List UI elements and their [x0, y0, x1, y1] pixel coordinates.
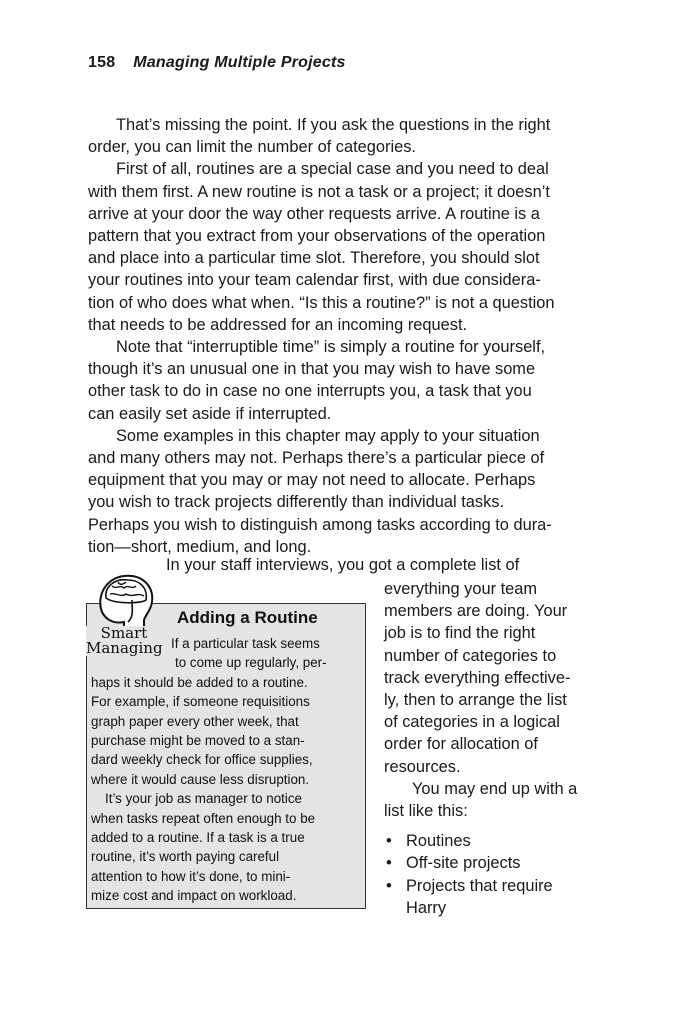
list-item-text: Off-site projects [406, 854, 521, 873]
text-line: of categories in a logical [384, 713, 560, 732]
text-line: when tasks repeat often enough to be [91, 810, 316, 826]
text-line: that needs to be addressed for an incoming request. [88, 315, 468, 334]
text-line: order for allocation of [384, 735, 538, 754]
text-line: number of categories to [384, 646, 557, 665]
list-item-text: Routines [406, 832, 471, 851]
text-line: In your staff interviews, you got a complete list of [166, 556, 520, 574]
text-line: routine, it’s worth paying careful [91, 849, 280, 865]
text-line: your routines into your team calendar first, with due considera- [88, 271, 541, 290]
sidebar-title: Adding a Routine [177, 608, 318, 627]
text-line: job is to find the right [384, 624, 536, 643]
text-line: tion of who does what when. “Is this a routine?” is not a question [88, 293, 555, 312]
paragraph [88, 114, 598, 158]
smart-managing-logo [86, 626, 162, 656]
text-line: purchase might be moved to a stan- [91, 733, 305, 749]
text-line: First of all, routines are a special case and you need to deal [116, 160, 549, 179]
text-line: and many others may not. Perhaps there’s a particular piece of [88, 449, 545, 468]
text-line: tion—short, medium, and long. [88, 537, 312, 556]
text-line: to come up regularly, per- [175, 655, 327, 671]
text-line: ly, then to arrange the list [384, 691, 567, 710]
text-line: Some examples in this chapter may apply to your situation [116, 426, 540, 445]
list-item [384, 875, 586, 919]
list-item [384, 852, 599, 874]
text-line: track everything effective- [384, 668, 571, 687]
text-line: everything your team [384, 580, 538, 598]
text-line: If a particular task seems [171, 636, 320, 651]
text-line: with them first. A new routine is not a task or a project; it doesn’t [88, 182, 550, 201]
paragraph [88, 158, 598, 336]
logo-word: Managing [86, 639, 163, 657]
text-line: order, you can limit the number of categories. [88, 138, 416, 157]
text-line: dard weekly check for office supplies, [91, 752, 313, 768]
text-line: resources. [384, 757, 461, 776]
paragraph [88, 336, 598, 425]
text-line: It’s your job as manager to notice [105, 791, 303, 807]
text-line: For example, if someone requisitions [91, 694, 310, 710]
text-line: added to a routine. If a task is a true [91, 830, 305, 846]
text-line: members are doing. Your [384, 602, 568, 621]
text-line: haps it should be added to a routine. [91, 674, 308, 690]
text-line: though it’s an unusual one in that you may wish to have some [88, 360, 536, 379]
text-line: graph paper every other week, that [91, 713, 299, 729]
paragraph [88, 425, 598, 558]
text-line: Note that “interruptible time” is simply a routine for yourself, [116, 338, 546, 357]
text-line: where it would cause less disruption. [91, 771, 310, 787]
list-item [384, 830, 599, 852]
text-line: attention to how it’s done, to mini- [91, 868, 291, 884]
running-header [88, 54, 346, 72]
logo-word: Smart [100, 624, 148, 642]
sidebar-body [91, 634, 361, 906]
text-line: mize cost and impact on workload. [91, 888, 297, 904]
body-text [88, 114, 598, 558]
bullet-icon: • [386, 832, 392, 851]
text-line: That’s missing the point. If you ask the questions in the right [116, 116, 551, 134]
chapter-title: Managing Multiple Projects [133, 54, 346, 71]
text-line: Perhaps you wish to distinguish among tasks according to dura- [88, 515, 552, 534]
text-line: arrive at your door the way other requests arrive. A routine is a [88, 204, 540, 223]
bullet-icon: • [386, 876, 392, 895]
text-line: equipment that you may or may not need to allocate. Perhaps [88, 471, 536, 490]
text-line: pattern that you extract from your observations of the operation [88, 227, 546, 246]
bullet-icon: • [386, 854, 392, 873]
list-item-text: Projects that require Harry [406, 876, 553, 917]
text-line: can easily set aside if interrupted. [88, 404, 332, 423]
text-line: You may end up with a [412, 779, 578, 798]
text-line: list like this: [384, 802, 468, 821]
text-line: you wish to track projects differently than individual tasks. [88, 493, 505, 512]
category-list [384, 830, 599, 919]
page-number: 158 [88, 54, 116, 71]
text-line: and place into a particular time slot. Therefore, you should slot [88, 249, 540, 268]
text-line: other task to do in case no one interrupts you, a task that you [88, 382, 532, 401]
